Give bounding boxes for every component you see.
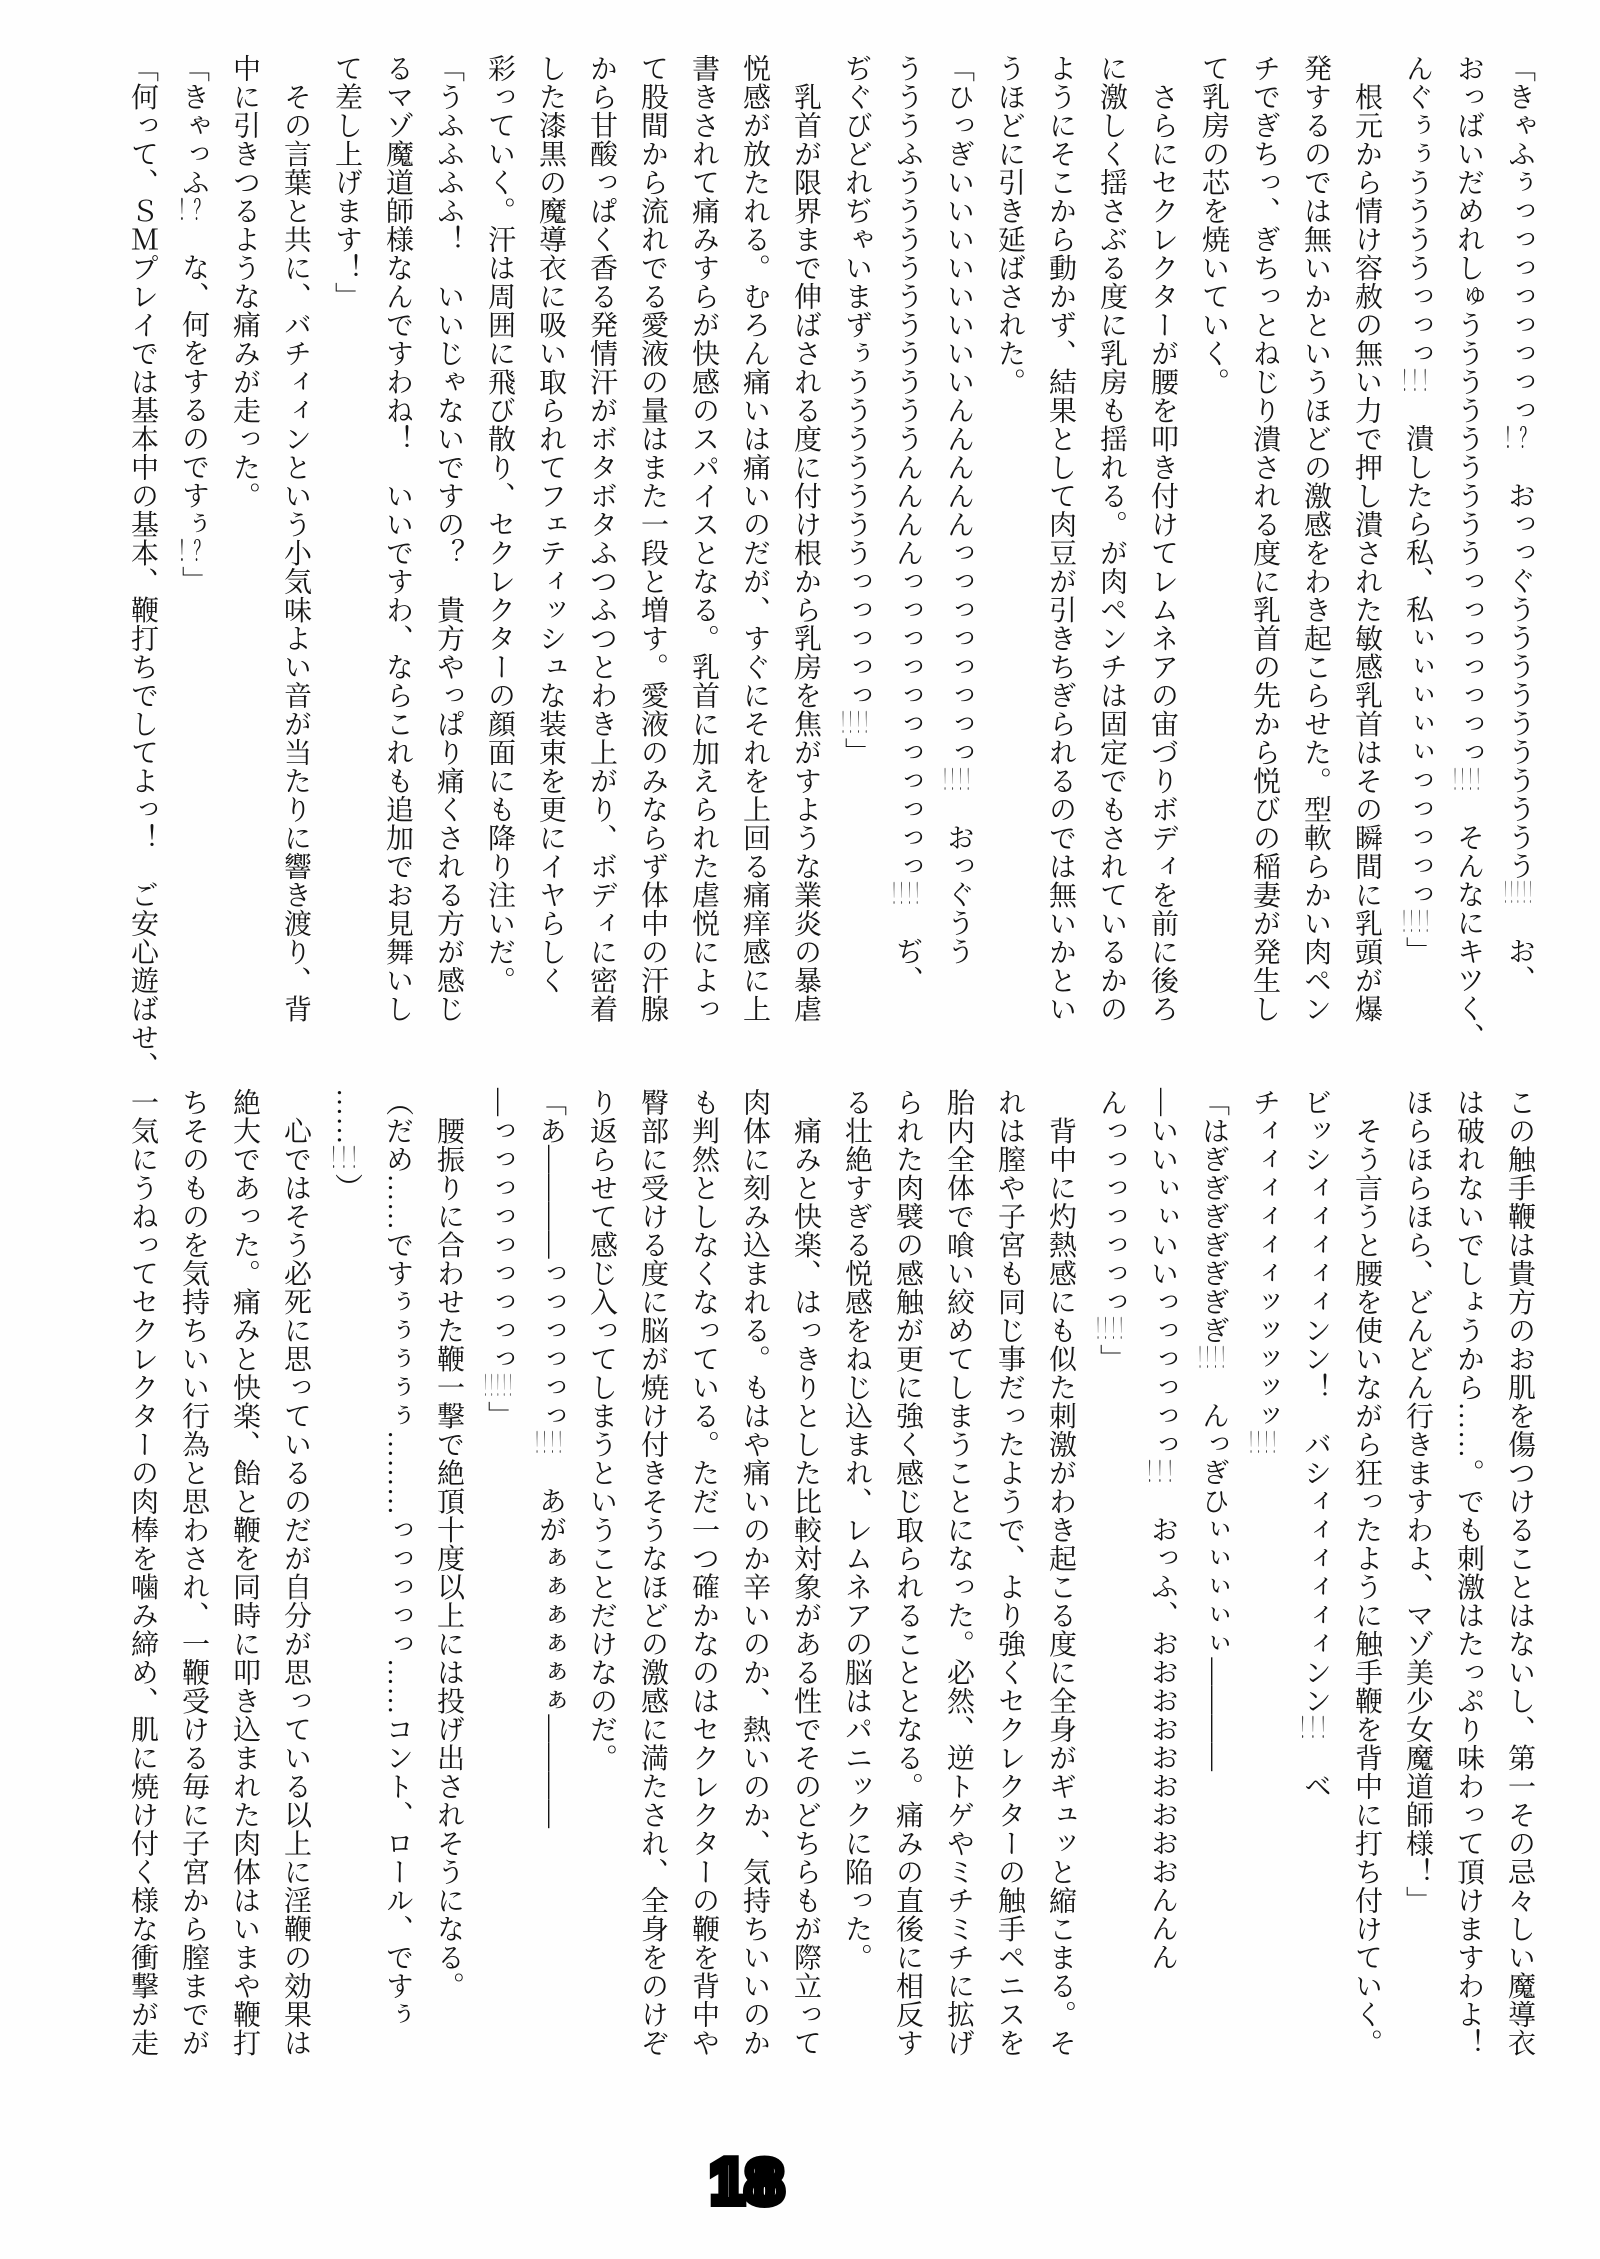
text-column: は破れないでしょうから……。でも刺激はたっぷり味わって頂けますわよ！ — [1453, 1088, 1484, 2057]
text-column: 「きゃふぅっっっっっっっっ！？ おっっぐうううううううううう！！！！！ お、 — [1504, 54, 1535, 994]
text-column: おっばいだめれしゅうううううううううっっっっっっっ！！！！ そんなにキツく、 — [1453, 54, 1484, 1051]
text-column: この触手鞭は貴方のお肌を傷つけることはないし、第一その忌々しい魔導衣 — [1504, 1088, 1535, 2057]
text-column: られた肉襞の感触が更に強く感じ取られることとなる。痛みの直後に相反す — [892, 1088, 923, 2057]
text-column: 「あ――――っっっっっっ！！！！ あがぁぁぁぁぁぁ―――― — [535, 1088, 566, 1829]
text-column: ぢぐびどれぢゃいまずぅうううううううっっっっっ！！！！」 — [841, 54, 872, 766]
text-column: 「何って、ＳＭプレイでは基本中の基本、鞭打ちでしてよっ！ ご安心遊ばせ、 — [127, 54, 158, 1080]
exclamation-cluster: ！！！！ — [1402, 908, 1433, 937]
text-column: 臀部に受ける度に脳が焼け付きそうなほどの激感に満たされ、全身をのけぞ — [637, 1088, 668, 2057]
text-column: （だめ……ですぅぅぅぅぅ………っっっっっ……コント、ロール、ですぅ — [382, 1088, 413, 2029]
text-column: 「はぎぎぎぎぎぎぎ！！！！ んっぎひぃぃぃぃぃ―――― — [1198, 1088, 1229, 1772]
text-column: 「ひっぎいいいいいいいいんんんんんっっっっっっっっ！！！！ おっぐうう — [943, 54, 974, 966]
upper-text-block — [117, 54, 1545, 1080]
exclamation-cluster: ！！！！ — [1249, 1430, 1280, 1458]
text-column: 痛みと快楽、はっきりとした比較対象がある性でそのどちらもが際立って — [790, 1088, 821, 2057]
text-column: に激しく揺さぶる度に乳房も揺れる。が肉ペンチは固定でもされているかの — [1096, 54, 1127, 1023]
exclamation-cluster: ！！！！！ — [484, 1373, 515, 1401]
exclamation-cluster: ！？ — [178, 538, 209, 566]
text-column: て股間から流れでる愛液の量はまた一段と増す。愛液のみならず体中の汗腺 — [637, 54, 668, 1023]
text-column: さらにセクレクターが腰を叩き付けてレムネアの宙づりボディを前に後ろ — [1147, 54, 1178, 1023]
text-column: ビッシィィィィィンン！ バシィィィィィィンン！！！ ベ — [1300, 1088, 1331, 1800]
text-column: 肉体に刻み込まれる。もはや痛いのか辛いのか、熱いのか、気持ちいいのか — [739, 1088, 770, 2057]
text-column: 乳首が限界まで伸ばされる度に付け根から乳房を焦がすような業炎の暴虐 — [790, 54, 821, 1023]
text-column: 彩っていく。汗は周囲に飛び散り、セクレクターの顔面にも降り注いだ。 — [484, 54, 515, 995]
text-column: 「うふふふふ！ いいじゃないですの？ 貴方やっぱり痛くされる方が感じ — [433, 54, 464, 1023]
exclamation-cluster: ！！！ — [331, 1145, 362, 1173]
exclamation-cluster: ！！！！ — [892, 880, 923, 909]
text-column: から甘酸っぱく香る発情汗がボタボタふつふつとわき上がり、ボディに密着 — [586, 54, 617, 1023]
text-column: 中に引きつるような痛みが走った。 — [229, 54, 260, 510]
lower-text-block — [117, 1088, 1545, 2128]
text-column: 絶大であった。痛みと快楽、飴と鞭を同時に叩き込まれた肉体はいまや鞭打 — [229, 1088, 260, 2057]
text-column: ―いいぃぃいいっっっっっっ！！！ おっふ、おおおおおおおおおんんん — [1147, 1088, 1178, 1971]
text-column: れは膣や子宮も同じ事だったようで、より強くセクレクターの触手ペニスを — [994, 1088, 1025, 2057]
text-column: 書きされて痛みすらが快感のスパイスとなる。乳首に加えられた虐悦によっ — [688, 54, 719, 1023]
text-column: 背中に灼熱感にも似た刺激がわき起こる度に全身がギュッと縮こまる。そ — [1045, 1088, 1076, 2057]
text-column: る壮絶すぎる悦感をねじ込まれ、レムネアの脳はパニックに陥った。 — [841, 1088, 872, 1972]
exclamation-cluster: ！！！！ — [1198, 1344, 1229, 1373]
text-column: んっっっっっっっ！！！！」 — [1096, 1088, 1127, 1373]
exclamation-cluster: ！！！！ — [1453, 766, 1484, 795]
text-column: るマゾ魔道師様なんですわね！ いいですわ、ならこれも追加でお見舞いし — [382, 54, 413, 1023]
exclamation-cluster: ！！！ — [1402, 367, 1433, 396]
text-column: ……！！！） — [331, 1088, 362, 1202]
text-column: 胎内全体で喰い絞めてしまうことになった。必然、逆トゲやミチミチに拡げ — [943, 1088, 974, 2057]
text-column: 悦感が放たれる。むろん痛いは痛いのだが、すぐにそれを上回る痛痒感に上 — [739, 54, 770, 1023]
text-column: その言葉と共に、バチィィンという小気味よい音が当たりに響き渡り、背 — [280, 54, 311, 1023]
exclamation-cluster: ！！！！ — [841, 709, 872, 738]
exclamation-cluster: ！！！！ — [943, 766, 974, 795]
exclamation-cluster: ！？ — [1504, 424, 1535, 453]
text-column: した漆黒の魔導衣に吸い取られてフェティッシュな装束を更にイヤらしく — [535, 54, 566, 995]
exclamation-cluster: ！！！！ — [1096, 1316, 1127, 1344]
text-column: ちそのものを気持ちいい行為と思わされ、一鞭受ける毎に子宮から膣までが — [178, 1088, 209, 2057]
text-column: んぐぅぅううううっっっ！！！ 潰したら私、私ぃぃぃぃぃっっっっっ！！！！」 — [1402, 54, 1433, 965]
text-column: て乳房の芯を焼いていく。 — [1198, 54, 1229, 396]
exclamation-cluster: ！？ — [178, 196, 209, 225]
text-column: て差し上げます！」 — [331, 54, 362, 311]
text-column: チでぎちっ、ぎちっとねじり潰される度に乳首の先から悦びの稲妻が発生し — [1249, 54, 1280, 1023]
exclamation-cluster: ！！！！ — [535, 1430, 566, 1458]
page-number: 18 — [708, 2150, 782, 2216]
text-column: 腰振りに合わせた鞭一撃で絶頂十度以上には投げ出されそうになる。 — [433, 1088, 464, 2000]
text-column: 発するのでは無いかというほどの激感をわき起こらせた。型軟らかい肉ペン — [1300, 54, 1331, 1023]
exclamation-cluster: ！！！！！ — [1504, 880, 1535, 908]
text-column: うううふううううううううううんんんんっっっっっっっっっっっ！！！！ ぢ、 — [892, 54, 923, 994]
text-column: ほらほらほら、どんどん行きますわよ、マゾ美少女魔道師様！」 — [1402, 1088, 1433, 1915]
text-column: 根元から情け容赦の無い力で押し潰された敏感乳首はその瞬間に乳頭が爆 — [1351, 54, 1382, 1023]
text-column: そう言うと腰を使いながら狂ったように触手鞭を背中に打ち付けていく。 — [1351, 1088, 1382, 2057]
exclamation-cluster: ！！！ — [1147, 1458, 1178, 1487]
text-column: も判然としなくなっている。ただ一つ確かなのはセクレクターの鞭を背中や — [688, 1088, 719, 2057]
text-column: ようにそこから動かず、結果として肉豆が引きちぎられるのでは無いかとい — [1045, 54, 1076, 1023]
exclamation-cluster: ！！！ — [1300, 1715, 1331, 1743]
text-column: うほどに引き延ばされた。 — [994, 54, 1025, 396]
text-column: 「きゃっふ！？ な、何をするのですぅ！？」 — [178, 54, 209, 595]
text-column: チィィィィィィッッッッッ！！！！ — [1249, 1088, 1280, 1458]
text-column: り返らせて感じ入ってしまうということだけなのだ。 — [586, 1088, 617, 1772]
text-column: 一気にうねってセクレクターの肉棒を噛み締め、肌に焼け付く様な衝撃が走 — [127, 1088, 158, 2057]
text-column: ―っっっっっっっっっ！！！！！」 — [484, 1088, 515, 1430]
text-column: 心ではそう必死に思っているのだが自分が思っている以上に淫鞭の効果は — [280, 1088, 311, 2057]
